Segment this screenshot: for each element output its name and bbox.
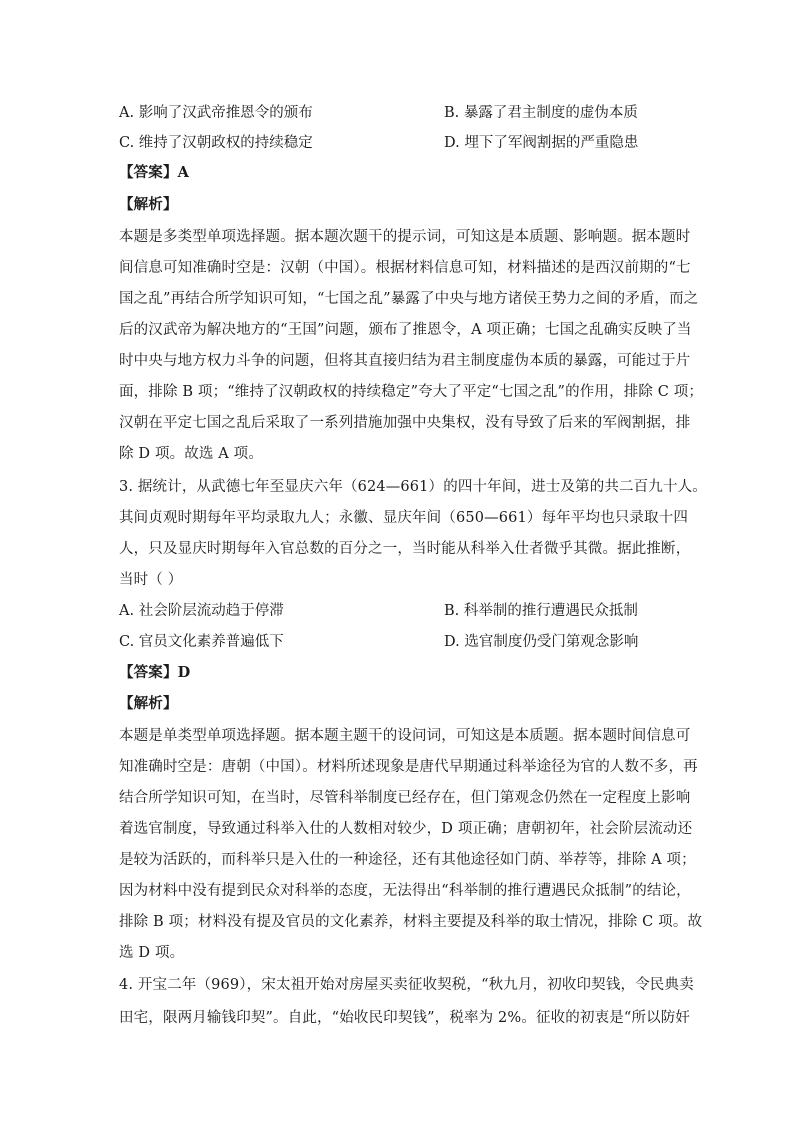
q2-analysis-line: 间信息可知准确时空是：汉朝（中国）。根据材料信息可知，材料描述的是西汉前期的“七 <box>119 260 691 276</box>
q3-analysis-line: 着选官制度，导致通过科举入仕的人数相对较少，D 项正确；唐朝初年，社会阶层流动还 <box>119 821 693 837</box>
q3-analysis-line: 本题是单类型单项选择题。据本题主题干的设问词，可知这是本质题。据本题时间信息可 <box>119 728 691 744</box>
q2-analysis-label: 【解析】 <box>119 196 178 213</box>
q2-analysis-line: 后的汉武帝为解决地方的“王国”问题，颁布了推恩令，A 项正确；七国之乱确实反映了当 <box>119 322 692 338</box>
q3-stem-line: 3. 据统计，从武德七年至显庆六年（624—661）的四十年间，进士及第的共二百九十人。 <box>119 479 707 495</box>
q3-option-c: C. 官员文化素养普遍低下 <box>119 634 284 650</box>
q2-analysis-line: 国之乱”再结合所学知识可知，“七国之乱”暴露了中央与地方诸侯王势力之间的矛盾，而之 <box>119 291 699 307</box>
q3-answer: 【答案】D <box>119 664 191 681</box>
q3-analysis-line: 是较为活跃的，而科举只是入仕的一种途径，还有其他途径如门荫、举荐等，排除 A 项； <box>119 852 696 868</box>
q3-analysis-line: 知准确时空是：唐朝（中国）。材料所述现象是唐代早期通过科举途径为官的人数不多，再 <box>119 759 698 775</box>
q3-analysis-line: 结合所学知识可知，在当时，尽管科举制度已经存在，但门第观念仍然在一定程度上影响 <box>119 790 691 806</box>
q3-analysis-label: 【解析】 <box>119 695 178 712</box>
q2-option-c: C. 维持了汉朝政权的持续稳定 <box>119 135 313 151</box>
q3-analysis-line: 因为材料中没有提到民众对科举的态度，无法得出“科举制的推行遭遇民众抵制”的结论， <box>119 883 691 899</box>
q3-stem-line: 当时（ ） <box>119 572 183 588</box>
q3-analysis-line: 选 D 项。 <box>119 945 185 961</box>
q2-option-a: A. 影响了汉武帝推恩令的颁布 <box>119 105 313 121</box>
q3-stem-line: 人，只及显庆时期每年入官总数的百分之一，当时能从科举入仕者微乎其微。据此推断， <box>119 541 691 557</box>
q3-stem-line: 其间贞观时期每年平均录取九人；永徽、显庆年间（650—661）每年平均也只录取十四 <box>119 510 688 526</box>
q3-option-a: A. 社会阶层流动趋于停滞 <box>119 603 284 619</box>
q2-analysis-line: 面，排除 B 项；“维持了汉朝政权的持续稳定”夸大了平定“七国之乱”的作用，排除 C 项； <box>119 384 704 400</box>
q2-analysis-line: 本题是多类型单项选择题。据本题次题干的提示词，可知这是本质题、影响题。据本题时 <box>119 229 691 245</box>
q4-stem-line: 4. 开宝二年（969），宋太祖开始对房屋买卖征收契税，“秋九月，初收印契钱，令民典卖 <box>119 977 694 993</box>
q3-option-d: D. 选官制度仍受门第观念影响 <box>444 634 639 650</box>
q2-analysis-line: 除 D 项。故选 A 项。 <box>119 446 263 462</box>
q2-answer: 【答案】A <box>119 164 189 181</box>
q2-option-b: B. 暴露了君主制度的虚伪本质 <box>444 105 638 121</box>
q2-analysis-line: 汉朝在平定七国之乱后采取了一系列措施加强中央集权，没有导致了后来的军阀割据，排 <box>119 415 691 431</box>
q3-analysis-line: 排除 B 项；材料没有提及官员的文化素养，材料主要提及科举的取士情况，排除 C 项。故 <box>119 914 703 930</box>
q2-analysis-line: 时中央与地方权力斗争的问题，但将其直接归结为君主制度虚伪本质的暴露，可能过于片 <box>119 353 691 369</box>
q4-stem-line: 田宅，限两月输钱印契”。自此，“始收民印契钱”，税率为 2%。征收的初衷是“所以防奸 <box>119 1010 691 1026</box>
q3-option-b: B. 科举制的推行遭遇民众抵制 <box>444 603 638 619</box>
q2-option-d: D. 埋下了军阀割据的严重隐患 <box>444 135 639 151</box>
